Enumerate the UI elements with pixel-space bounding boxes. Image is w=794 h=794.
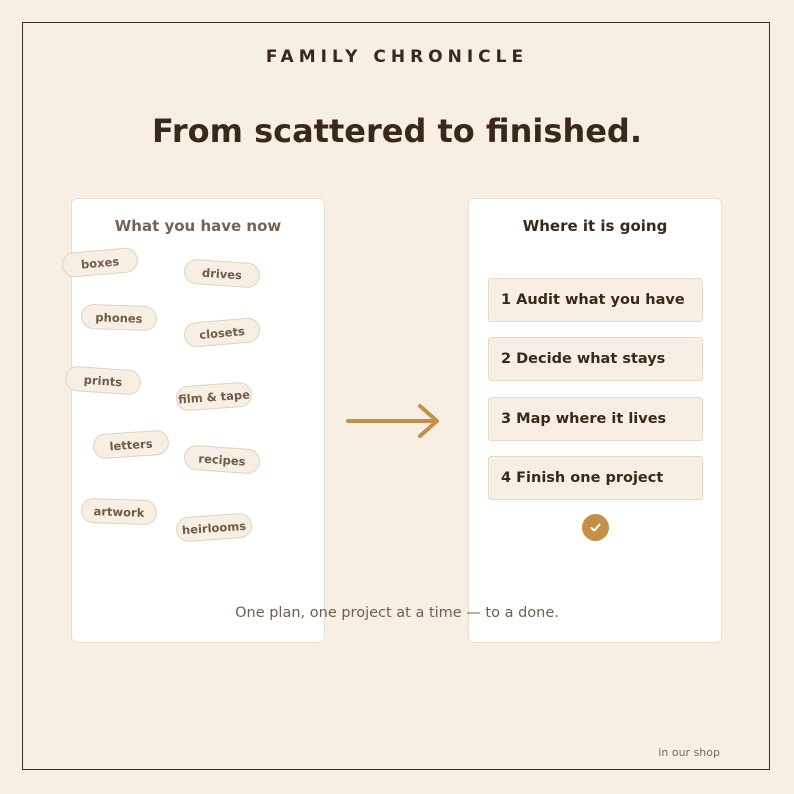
tag-boxes: boxes [61,247,139,279]
headline: From scattered to finished. [152,112,642,150]
step-decide: 2 Decide what stays [488,337,703,381]
step-audit: 1 Audit what you have [488,278,703,322]
shop-label: in our shop [658,746,720,759]
step-finish: 4 Finish one project [488,456,703,500]
tag-artwork: artwork [81,498,158,526]
tag-letters: letters [92,429,170,459]
destination-title: Where it is going [522,217,668,235]
tag-heirlooms: heirlooms [175,512,253,542]
tag-film-and-tape: film & tape [175,381,253,411]
step-map: 3 Map where it lives [488,397,703,441]
tag-phones: phones [81,304,158,332]
check-circle-icon [582,514,609,541]
arrow-right-icon [344,401,444,441]
tag-closets: closets [183,317,261,349]
brand-name: FAMILY CHRONICLE [265,47,529,67]
tagline: One plan, one project at a time — to a done. [235,605,559,621]
tag-drives: drives [183,258,261,288]
current-state-title: What you have now [114,217,282,235]
check-mark-icon [589,521,602,534]
tag-prints: prints [64,365,142,395]
tag-recipes: recipes [183,444,261,474]
